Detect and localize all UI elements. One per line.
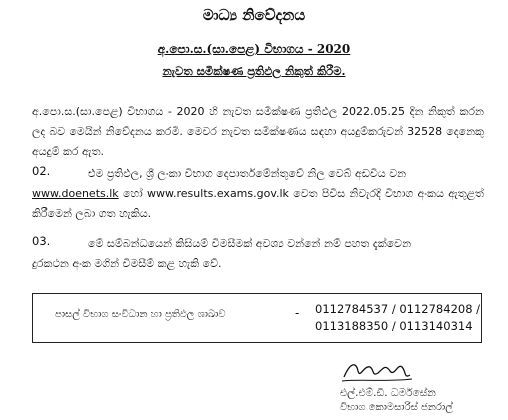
contact-box bbox=[32, 293, 482, 343]
page-title: මාධ්‍ය නිවේදනය bbox=[202, 6, 306, 24]
paragraph-2-rest bbox=[32, 184, 484, 224]
paragraph-1: අ.පො.ස.(සා.පෙළ) විභාගය - 2020 හි නැවත සමීක්ෂණ ප්‍රතිඵල 2022.05.25 දින නිකුත් කරන ලද බව මෙයින් නිවේදනය කරමි. මෙවර නැවත සමීක්ෂණය සඳහා අයදුම්කරුවන් 32528 දෙනෙකු අයදුම් කර ඇත. bbox=[32, 105, 484, 158]
exam-title: අ.පො.ස.(සා.පෙළ) විභාගය - 2020 bbox=[157, 42, 351, 56]
phone-numbers bbox=[315, 301, 480, 335]
separator-dash: - bbox=[295, 306, 300, 320]
doenets-link[interactable]: www.doenets.lk bbox=[32, 187, 119, 200]
paragraph-2-end: වෙත පිවිස නිවැරදි විභාග අංකය ඇතුළත් කිරීමෙන් ලබා ගත හැකිය. bbox=[32, 187, 484, 220]
notice-subject: නැවත සමීක්ෂණ ප්‍රතිඵල නිකුත් කිරීම. bbox=[162, 64, 346, 78]
signature-image bbox=[336, 355, 416, 387]
phone-line-1: 0112784537 / 0112784208 / bbox=[315, 302, 481, 316]
paragraph-2-number: 02. bbox=[32, 164, 51, 178]
signatory-name: එල්.එම්.ඩී. ධර්මසේන bbox=[340, 387, 436, 399]
phone-line-2: 0113188350 / 0113140314 bbox=[315, 319, 473, 333]
paragraph-2-line-1: එම ප්‍රතිඵල, ශ්‍රී ලංකා විභාග දෙපාර්තමේන්තුවේ නිල වෙබ් අඩවිය වන bbox=[88, 167, 407, 180]
results-link[interactable]: www.results.exams.gov.lk bbox=[147, 187, 289, 200]
paragraph-3-number: 03. bbox=[32, 234, 51, 248]
signatory-title: විභාග කොමසාරිස් ජනරාල් bbox=[340, 402, 453, 413]
or-text: හෝ bbox=[118, 187, 148, 200]
branch-label: පාසල් විභාග සංවිධාන හා ප්‍රතිඵල ශාඛාව bbox=[55, 309, 226, 320]
paragraph-3-line-2: දුරකථන අංක මගින් විමසීම් කළ හැකි වේ. bbox=[32, 257, 222, 270]
paragraph-3-line-1: මේ සම්බන්ධයෙන් කිසියම් විමසීමක් අවශ්‍ය වන්නේ නම් පහත දැක්වෙන bbox=[88, 237, 412, 250]
